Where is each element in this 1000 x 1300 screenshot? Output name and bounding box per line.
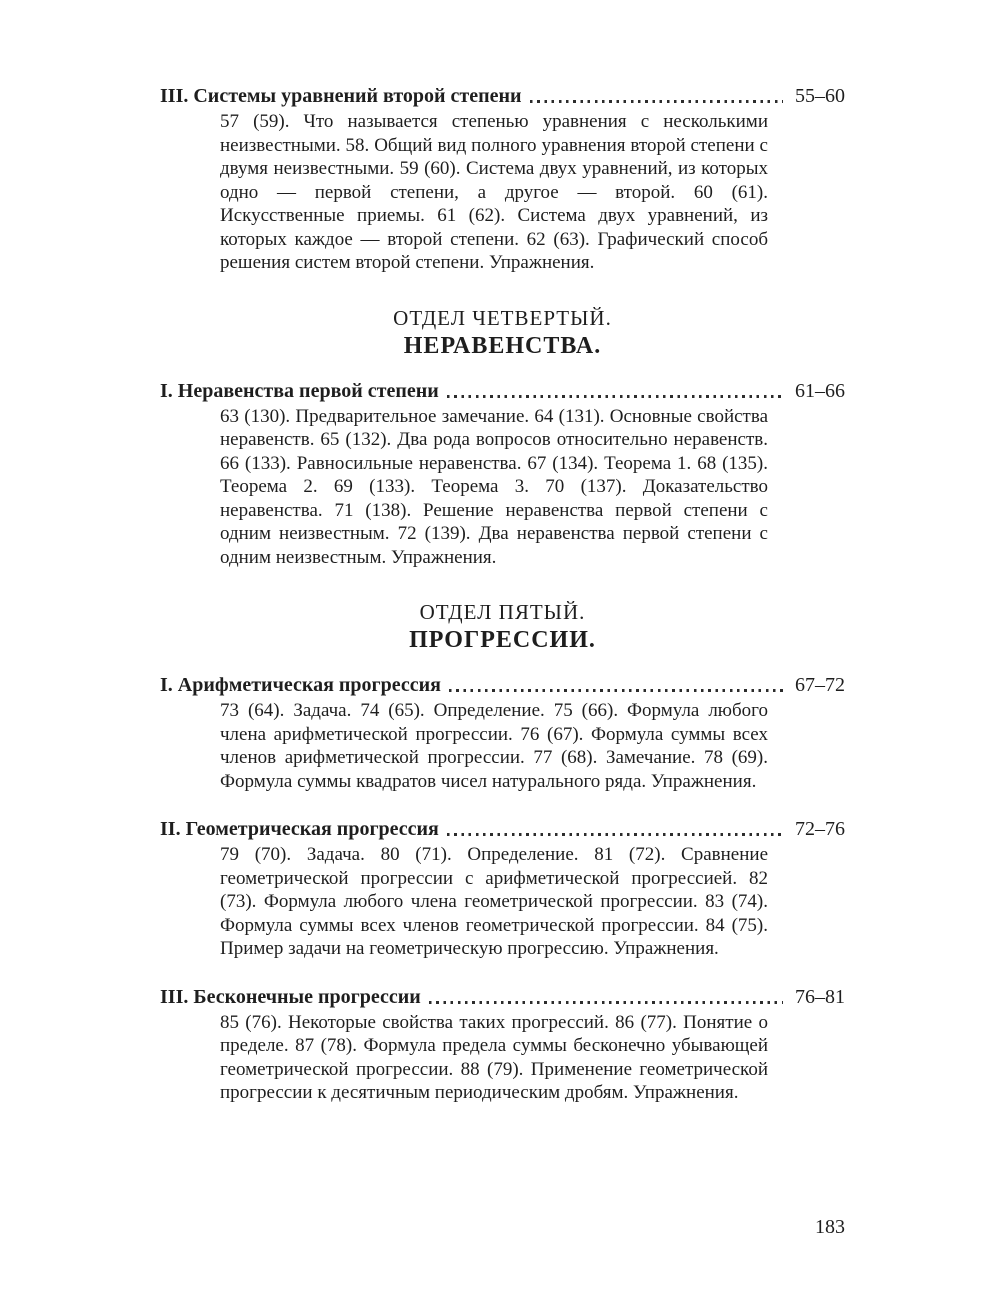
entry-page-range: 67–72 [795, 674, 845, 696]
entry-page-range: 55–60 [795, 85, 845, 107]
entry-page-range: 61–66 [795, 379, 845, 402]
entry-description: 79 (70). Задача. 80 (71). Определение. 81 (72). Сравнение геометрической прогрессии с арифметической прогрессией. 82 (73). Формула любого члена геометрической прогрессии. 83 (74). Формула суммы всех членов геометрической прогрессии. 84 (75). Пример задачи на геометрическую прогрессию. Упражнения. [220, 844, 768, 959]
entry-page-range: 72–76 [795, 818, 845, 840]
entry-numeral: II. [160, 818, 181, 840]
dotted-leader [530, 100, 783, 103]
dotted-leader [447, 395, 783, 398]
dotted-leader [449, 689, 783, 692]
entry-title: Геометрическая прогрессия [185, 818, 439, 840]
part-title: НЕРАВЕНСТВА. [403, 332, 602, 359]
part-heading [160, 305, 845, 361]
entry-description: 57 (59). Что называется степенью уравнения с несколькими неизвестными. 58. Общий вид полного уравнения второй степени с двумя неизвестными. 59 (60). Система двух уравнений, из которых одно — первой степени, а другое — второй. 60 (61). Искусственные приемы. 61 (62). Система двух уравнений, из которых каждое — второй степени. 62 (63). Графический способ решения систем второй степени. Упражнения. [220, 111, 768, 273]
entry-numeral: I. [160, 379, 173, 402]
entry-title: Арифметическая прогрессия [177, 674, 441, 696]
entry-description: 63 (130). Предварительное замечание. 64 (131). Основные свойства неравенств. 65 (132). Два рода вопросов относительно неравенств. 66 (133). Равносильные неравенства. 67 (134). Теорема 1. 68 (135). Теорема 2. 69 (133). Теорема 3. 70 (137). Доказательство неравенства. 71 (138). Решение неравенства первой степени с одним неизвестным. 72 (139). Два неравенства первой степени с одним неизвестным. Упражнения. [220, 405, 768, 568]
toc-entry [160, 84, 845, 275]
toc-entry-heading [160, 84, 845, 108]
toc-entry [160, 985, 845, 1105]
dotted-leader [429, 1001, 783, 1004]
entry-page-range: 76–81 [795, 985, 845, 1008]
dotted-leader [447, 833, 783, 836]
toc-entry [160, 673, 845, 793]
toc-entry-heading [160, 379, 845, 403]
entry-numeral: III. [160, 85, 189, 107]
entry-title: Системы уравнений второй степени [193, 85, 522, 107]
entry-description: 85 (76). Некоторые свойства таких прогрессий. 86 (77). Понятие о пределе. 87 (78). Формула предела суммы бесконечно убывающей геометрической прогрессии. 88 (79). Применение геометрической прогрессии к десятичным периодическим дробям. Упражнения. [220, 1011, 768, 1103]
part-kicker: ОТДЕЛ ЧЕТВЕРТЫЙ. [393, 305, 612, 330]
toc-entry [160, 817, 845, 961]
toc-entry-heading [160, 673, 845, 697]
toc-entry-heading [160, 817, 845, 841]
entry-description: 73 (64). Задача. 74 (65). Определение. 75 (66). Формула любого члена арифметической прогрессии. 76 (67). Формула суммы всех членов арифметической прогрессии. 77 (68). Замечание. 78 (69). Формула суммы квадратов чисел натурального ряда. Упражнения. [220, 700, 768, 792]
part-title: ПРОГРЕССИИ. [409, 627, 596, 653]
toc-entry [160, 379, 845, 570]
part-heading [160, 599, 845, 655]
entry-title: Неравенства первой степени [177, 379, 439, 402]
part-kicker: ОТДЕЛ ПЯТЫЙ. [419, 600, 586, 624]
toc-entry-heading [160, 985, 845, 1009]
entry-numeral: III. [160, 985, 189, 1008]
entry-numeral: I. [160, 674, 173, 696]
entry-title: Бесконечные прогрессии [193, 985, 421, 1008]
page-number: 183 [815, 1216, 845, 1238]
table-of-contents [160, 84, 845, 1105]
